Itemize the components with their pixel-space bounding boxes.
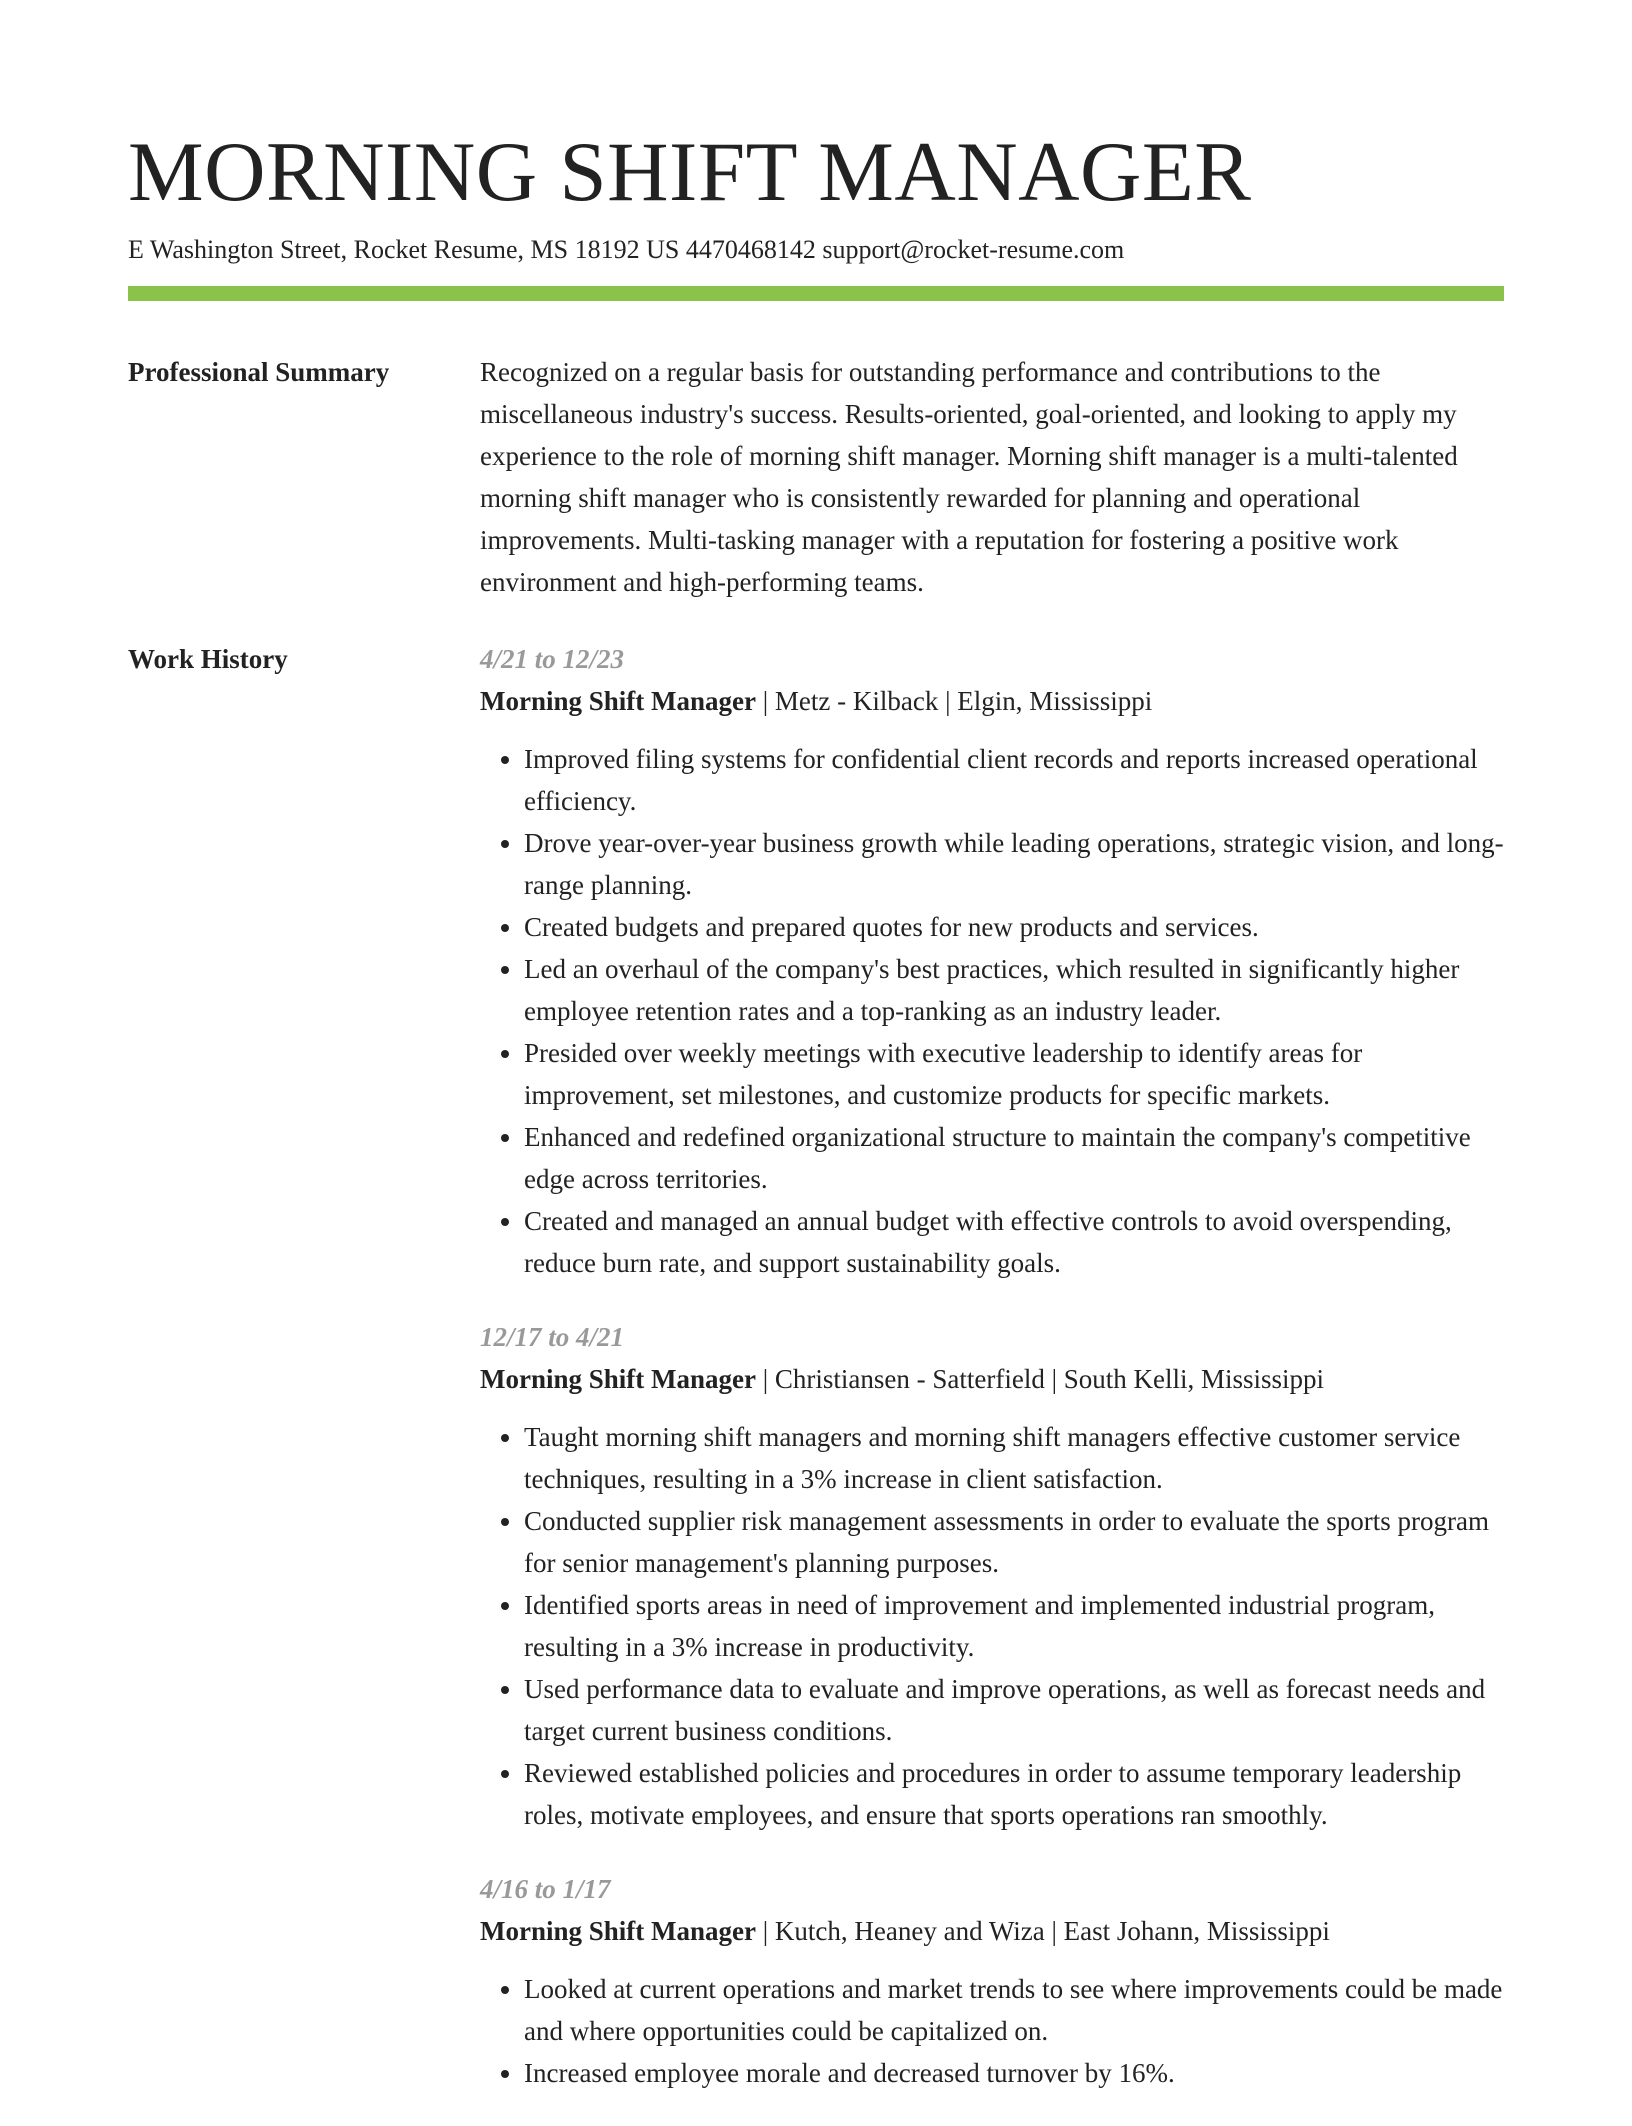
job-employer-location: | Kutch, Heaney and Wiza | East Johann, Mississippi	[756, 1916, 1330, 1946]
summary-text: Recognized on a regular basis for outstanding performance and contributions to the miscellaneous industry's success. Results-oriented, goal-oriented, and looking to apply my experience to the role of morning shift manager. Morning shift manager is a multi-talented morning shift manager who is consistently rewarded for planning and operational improvements. Multi-tasking manager with a reputation for fostering a positive work environment and high-performing teams.	[480, 357, 1458, 597]
job-title: Morning Shift Manager	[480, 686, 756, 716]
job-dates: 4/16 to 1/17	[480, 1874, 611, 1904]
contact-line: E Washington Street, Rocket Resume, MS 18192 US 4470468142 support@rocket-resume.com	[128, 235, 1125, 264]
job-bullet: • Identified sports areas in need of improvement and implemented industrial program, resulting in a 3% increase in productivity.	[524, 1584, 1504, 1668]
job-title-line	[480, 680, 1504, 722]
summary-label: Professional Summary	[128, 357, 390, 387]
job-bullet: • Created budgets and prepared quotes for new products and services.	[524, 906, 1504, 948]
job-bullet: • Increased employee morale and decreased turnover by 16%.	[524, 2052, 1504, 2094]
job-bullet: • Presided over weekly meetings with executive leadership to identify areas for improvement, set milestones, and customize products for specific markets.	[524, 1032, 1504, 1116]
job-bullet: • Used performance data to evaluate and improve operations, as well as forecast needs and target current business conditions.	[524, 1668, 1504, 1752]
job-bullet: • Enhanced and redefined organizational structure to maintain the company's competitive edge across territories.	[524, 1116, 1504, 1200]
job-dates: 12/17 to 4/21	[480, 1322, 625, 1352]
job-title: Morning Shift Manager	[480, 1364, 756, 1394]
job-bullet: • Created and managed an annual budget with effective controls to avoid overspending, reduce burn rate, and support sustainability goals.	[524, 1200, 1504, 1284]
job-bullet-list	[480, 1416, 1504, 1836]
summary-section	[128, 351, 1504, 603]
job-bullet: • Improved filing systems for confidential client records and reports increased operational efficiency.	[524, 738, 1504, 822]
job-bullet: • Conducted supplier risk management assessments in order to evaluate the sports program for senior management's planning purposes.	[524, 1500, 1504, 1584]
job-bullet-list	[480, 738, 1504, 1284]
resume-name-heading: MORNING SHIFT MANAGER	[128, 125, 1252, 219]
job-bullet: • Drove year-over-year business growth while leading operations, strategic vision, and long-range planning.	[524, 822, 1504, 906]
job-dates: 4/21 to 12/23	[480, 644, 625, 674]
work-history-label: Work History	[128, 644, 288, 674]
job-entry	[480, 1868, 1504, 2094]
job-bullet-list	[480, 1968, 1504, 2094]
work-history-section	[128, 638, 1504, 2126]
job-employer-location: | Metz - Kilback | Elgin, Mississippi	[756, 686, 1153, 716]
accent-divider	[128, 286, 1504, 301]
job-bullet: • Led an overhaul of the company's best practices, which resulted in significantly higher employee retention rates and a top-ranking as an industry leader.	[524, 948, 1504, 1032]
resume-page	[128, 124, 1504, 2126]
job-bullet: • Looked at current operations and market trends to see where improvements could be made and where opportunities could be capitalized on.	[524, 1968, 1504, 2052]
job-title: Morning Shift Manager	[480, 1916, 756, 1946]
job-employer-location: | Christiansen - Satterfield | South Kelli, Mississippi	[756, 1364, 1325, 1394]
job-entry	[480, 638, 1504, 1284]
job-bullet: • Reviewed established policies and procedures in order to assume temporary leadership roles, motivate employees, and ensure that sports operations ran smoothly.	[524, 1752, 1504, 1836]
job-bullet: • Taught morning shift managers and morning shift managers effective customer service techniques, resulting in a 3% increase in client satisfaction.	[524, 1416, 1504, 1500]
summary-body	[480, 351, 1504, 603]
job-title-line	[480, 1910, 1504, 1952]
job-entry	[480, 1316, 1504, 1836]
work-history-body	[480, 638, 1504, 2126]
job-title-line	[480, 1358, 1504, 1400]
